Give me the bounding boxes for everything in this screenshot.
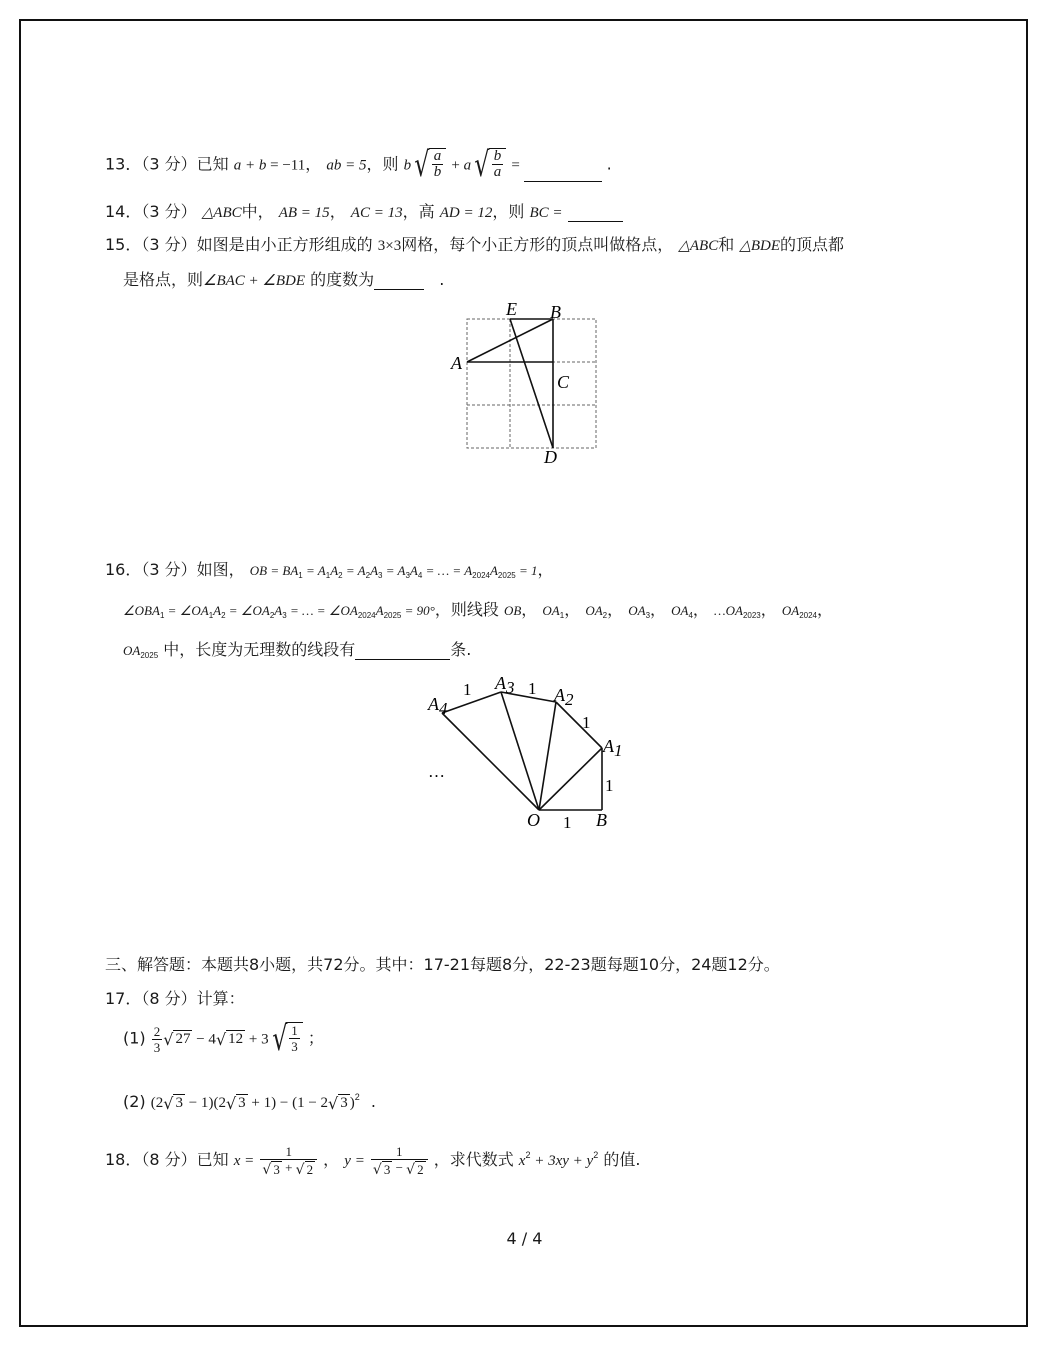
label-A1: A1 — [603, 736, 623, 760]
label-B: B — [596, 810, 607, 830]
triangle-lines — [467, 319, 553, 448]
label-A3: A3 — [495, 673, 515, 697]
segment-A3A4 — [442, 692, 501, 713]
segment-A1A2 — [556, 702, 602, 748]
segment-ED — [510, 319, 553, 448]
question-16: 16．（3 分）如图， OB = $BA_1 = A_1A_2 = A_2A_3 = A_3A_4$ = … = $A_{2024}A_{2025} = 1$， — [105, 560, 554, 580]
question-16-cont: $OA_{2025}$ 中，长度为无理数的线段有 条. — [123, 640, 472, 660]
question-13: 13．（3 分）已知 a + b = −11， ab = 5，则 b √ $\frac{a}{b}$ + a √ $\frac{b}{a}$ = . — [105, 145, 612, 185]
segment-OA4 — [442, 713, 539, 810]
section-3-heading: 三、解答题：本题共8小题，共72分。其中：17-21每题8分，22-23题每题10分，24题12分。 — [105, 955, 780, 974]
figure-16-spiral — [420, 670, 640, 840]
question-17-part-1: (1) $\frac{2}{3}$ √ 27 − 4 √ 12 + 3 √ $\frac{1}{3}$ ； — [123, 1019, 324, 1059]
question-17-part-2: (2) (2 √ 3 − 1)(2 √ 3 + 1) − (1 − 2 √ 3 )$^2$ . — [123, 1092, 376, 1113]
question-14: 14．（3 分） △ABC中， AB = 15， AC = 13，高 AD = 12，则 BC = — [105, 199, 623, 222]
page-number: 4 / 4 — [506, 1229, 543, 1248]
label-D: D — [544, 447, 557, 467]
question-18: 18．（8 分）已知 x = 1 √ 3 + √ 2 ， y = 1 √ 3 − √ 2 ，求代数式 $x^2 + 3xy + y^2$ 的值. — [105, 1144, 641, 1179]
label-A2: A2 — [554, 685, 574, 709]
answer-blank-14[interactable] — [568, 221, 623, 222]
label-C: C — [557, 372, 570, 392]
label-O: O — [527, 810, 540, 830]
question-15-cont: 是格点，则∠BAC + ∠BDE 的度数为 . — [123, 270, 445, 289]
segment-OA1 — [539, 748, 602, 810]
label-E: E — [506, 299, 517, 319]
question-15: 15．（3 分）如图是由小正方形组成的 3×3网格，每个小正方形的顶点叫做格点， △ABC和 △BDE的顶点都 — [105, 235, 845, 254]
answer-blank-16[interactable] — [355, 659, 450, 660]
figure-15-grid — [440, 296, 620, 471]
segment-OA2 — [539, 702, 556, 810]
label-B: B — [550, 302, 561, 322]
len-OB: 1 — [563, 813, 572, 832]
question-17: 17．（8 分）计算： — [105, 989, 245, 1008]
spiral-lines — [442, 692, 602, 810]
len-A3A2: 1 — [528, 679, 537, 698]
len-A4A3: 1 — [463, 680, 472, 699]
label-A4: A4 — [428, 694, 448, 718]
question-16-angles: $\angle OBA_1$ = $\angle OA_1A_2$ = $\angle OA_2A_3$ = … = $\angle OA_{2024}A_{2025} = 90^\circ$，则线段 OB， $OA_1$， $OA_2$， $OA_3$， $OA_4$， $\dots OA_{2023}$， $OA_{2024}$， — [123, 600, 833, 620]
ellipsis: … — [428, 762, 445, 781]
answer-blank-15[interactable] — [374, 289, 424, 290]
label-A: A — [451, 353, 462, 373]
len-A2A1: 1 — [582, 713, 591, 732]
answer-blank-13[interactable] — [524, 181, 602, 182]
len-A1B: 1 — [605, 776, 614, 795]
segment-OA3 — [501, 692, 539, 810]
